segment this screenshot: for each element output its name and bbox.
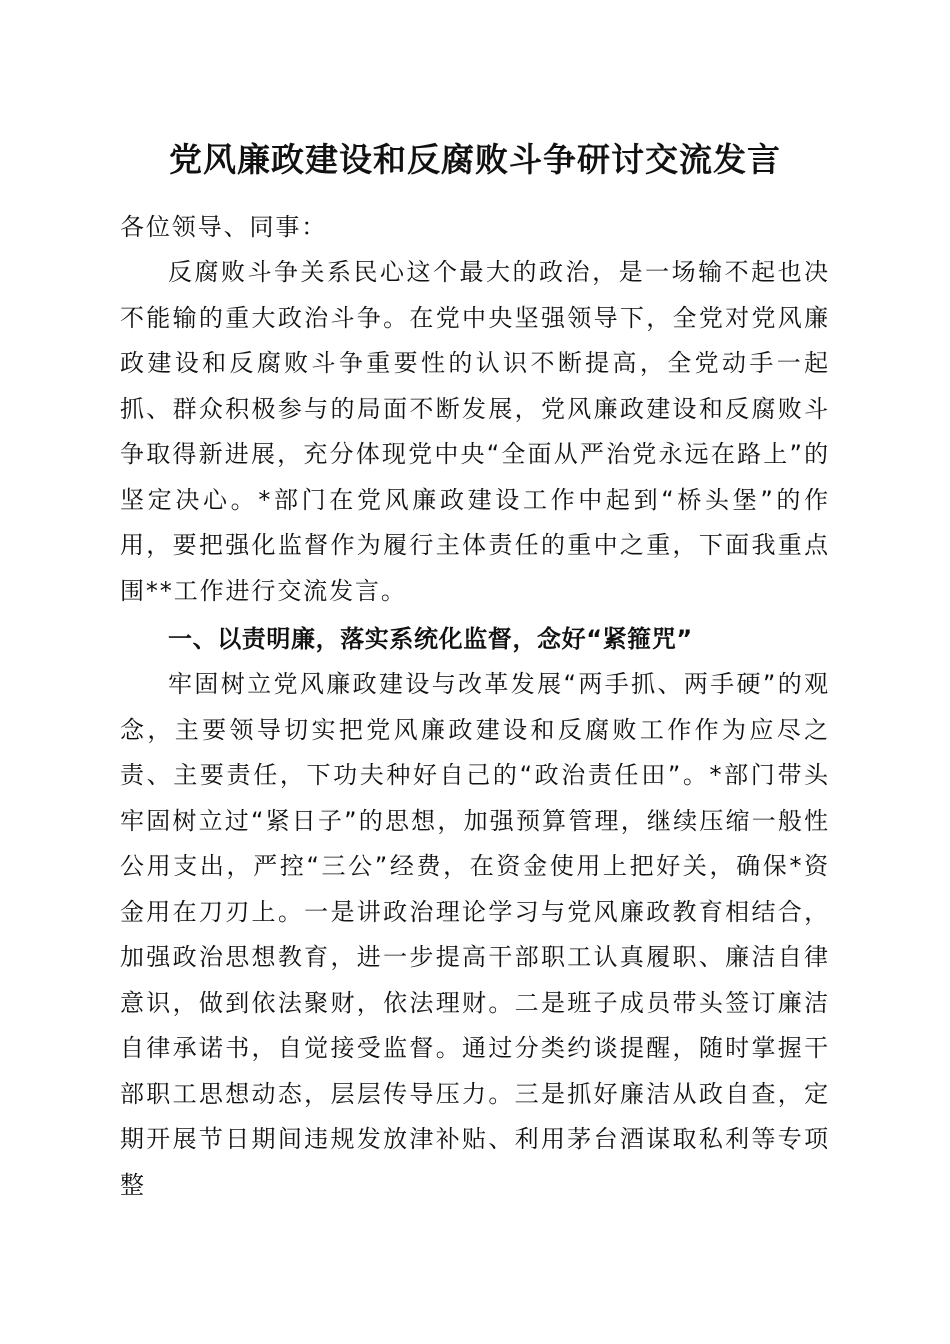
document-title: 党风廉政建设和反腐败斗争研讨交流发言 [169, 140, 781, 179]
section-heading: 一、以责明廉，落实系统化监督，念好“紧箍咒” [168, 625, 693, 653]
section-paragraph: 牢固树立党风廉政建设与改革发展“两手抓、两手硬”的观念，主要领导切实把党风廉政建设和反腐败工作作为应尽之责、主要责任，下功夫种好自己的“政治责任田”。*部门带头牢固树立过“紧日子”的思想，加强预算管理，继续压缩一般性公用支出，严控“三公”经费，在资金使用上把好关，确保*资金用在刀刃上。一是讲政治理论学习与党风廉政教育相结合，加强政治思想教育，进一步提高干部职工认真履职、廉洁自律意识，做到依法聚财，依法理财。二是班子成员带头签订廉洁自律承诺书，自觉接受监督。通过分类约谈提醒，随时掌握干部职工思想动态，层层传导压力。三是抓好廉洁从政自查，定期开展节日期间违规发放津补贴、利用茅台酒谋取私利等专项整 [120, 670, 830, 1199]
intro-paragraph: 反腐败斗争关系民心这个最大的政治，是一场输不起也决不能输的重大政治斗争。在党中央坚强领导下，全党对党风廉政建设和反腐败斗争重要性的认识不断提高，全党动手一起抓、群众积极参与的局面不断发展，党风廉政建设和反腐败斗争取得新进展，充分体现党中央“全面从严治党永远在路上”的坚定决心。*部门在党风廉政建设工作中起到“桥头堡”的作用，要把强化监督作为履行主体责任的重中之重，下面我重点围**工作进行交流发言。 [120, 258, 830, 605]
salutation: 各位领导、同事： [120, 213, 328, 241]
